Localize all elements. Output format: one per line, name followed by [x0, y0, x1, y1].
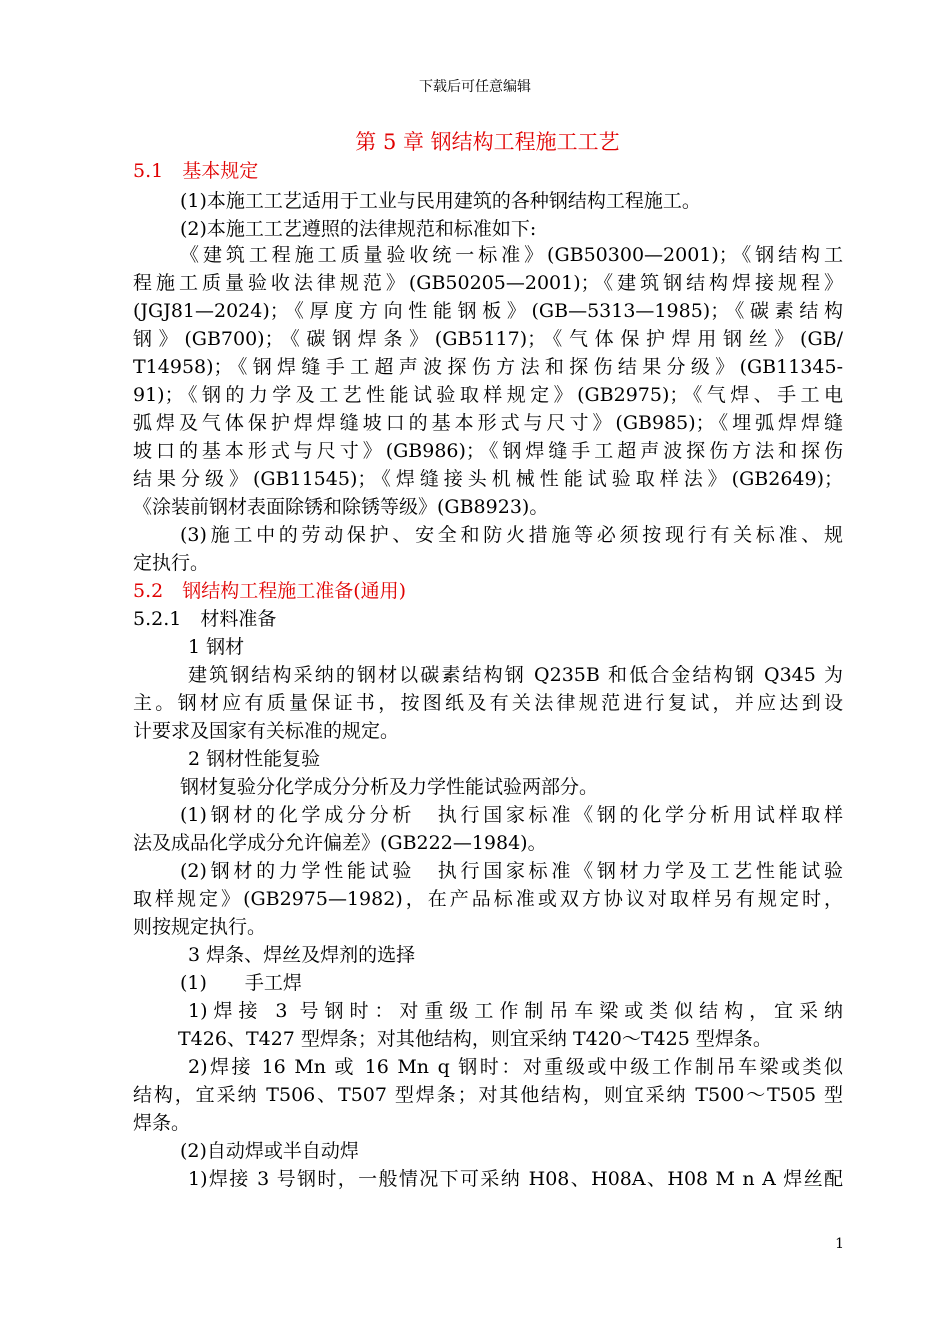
text-line: 焊条。 — [133, 1112, 191, 1134]
text-line: 91)；《钢的力学及工艺性能试验取样规定》(GB2975)；《气焊、手工电 — [133, 384, 843, 406]
text-line: 钢》(GB700)；《碳钢焊条》(GB5117)；《气体保护焊用钢丝》(GB/ — [133, 328, 843, 350]
text-line: 3 焊条、焊丝及焊剂的选择 — [188, 944, 416, 966]
chapter-title: 第 5 章 钢结构工程施工工艺 — [355, 130, 620, 154]
text-line: 弧焊及气体保护焊焊缝坡口的基本形式与尺寸》(GB985)；《埋弧焊焊缝 — [133, 412, 843, 434]
text-line: 2 钢材性能复验 — [188, 748, 321, 770]
text-line: (2)钢材的力学性能试验 执行国家标准《钢材力学及工艺性能试验 — [180, 860, 843, 882]
text-line: (2)自动焊或半自动焊 — [180, 1140, 359, 1162]
text-line: 坡口的基本形式与尺寸》(GB986)；《钢焊缝手工超声波探伤方法和探伤 — [133, 440, 843, 462]
page-header: 下载后可任意编辑 — [419, 79, 531, 95]
text-line: 结构，宜采纳 T506、T507 型焊条；对其他结构，则宜采纳 T500～T505 型 — [133, 1084, 843, 1106]
section-heading: 5.1 基本规定 — [133, 160, 259, 182]
text-line: 《涂装前钢材表面除锈和除锈等级》(GB8923)。 — [133, 496, 549, 518]
text-line: 结果分级》(GB11545)；《焊缝接头机械性能试验取样法》(GB2649)； — [133, 468, 843, 490]
text-line: 2)焊接 16 Mn 或 16 Mn q 钢时：对重级或中级工作制吊车梁或类似 — [188, 1056, 843, 1078]
text-line: 钢材复验分化学成分分析及力学性能试验两部分。 — [180, 776, 599, 798]
text-line: (2)本施工工艺遵照的法律规范和标准如下: — [180, 218, 537, 240]
text-line: (1)本施工工艺适用于工业与民用建筑的各种钢结构工程施工。 — [180, 190, 701, 212]
text-line: 《建筑工程施工质量验收统一标准》(GB50300—2001)；《钢结构工 — [180, 244, 843, 266]
text-line: 1 钢材 — [188, 636, 245, 658]
text-line: (1)钢材的化学成分分析 执行国家标准《钢的化学分析用试样取样 — [180, 804, 843, 826]
text-line: (1) 手工焊 — [180, 972, 302, 994]
section-heading: 5.2 钢结构工程施工准备(通用) — [133, 580, 407, 602]
text-line: (3)施工中的劳动保护、安全和防火措施等必须按现行有关标准、规 — [180, 524, 843, 546]
text-line: T14958)；《钢焊缝手工超声波探伤方法和探伤结果分级》(GB11345- — [133, 356, 843, 378]
text-line: 1)焊接 3 号钢时，一般情况下可采纳 H08、H08A、H08 M n A 焊丝配 — [188, 1168, 843, 1190]
text-line: 取样规定》(GB2975—1982)，在产品标准或双方协议对取样另有规定时， — [133, 888, 843, 910]
text-line: T426、T427 型焊条；对其他结构，则宜采纳 T420～T425 型焊条。 — [178, 1028, 772, 1050]
text-line: 程施工质量验收法律规范》(GB50205—2001)；《建筑钢结构焊接规程》 — [133, 272, 843, 294]
text-line: 计要求及国家有关标准的规定。 — [133, 720, 400, 742]
text-line: 1)焊接 3 号钢时：对重级工作制吊车梁或类似结构，宜采纳 — [188, 1000, 843, 1022]
text-line: 主。钢材应有质量保证书，按图纸及有关法律规范进行复试，并应达到设 — [133, 692, 843, 714]
text-line: (JGJ81—2024)；《厚度方向性能钢板》(GB—5313—1985)；《碳素结构 — [133, 300, 843, 322]
text-line: 建筑钢结构采纳的钢材以碳素结构钢 Q235B 和低合金结构钢 Q345 为 — [188, 664, 843, 686]
text-line: 法及成品化学成分允许偏差》(GB222—1984)。 — [133, 832, 547, 854]
text-line: 5.2.1 材料准备 — [133, 608, 277, 630]
page-number: 1 — [835, 1236, 844, 1252]
text-line: 则按规定执行。 — [133, 916, 267, 938]
text-line: 定执行。 — [133, 552, 210, 574]
